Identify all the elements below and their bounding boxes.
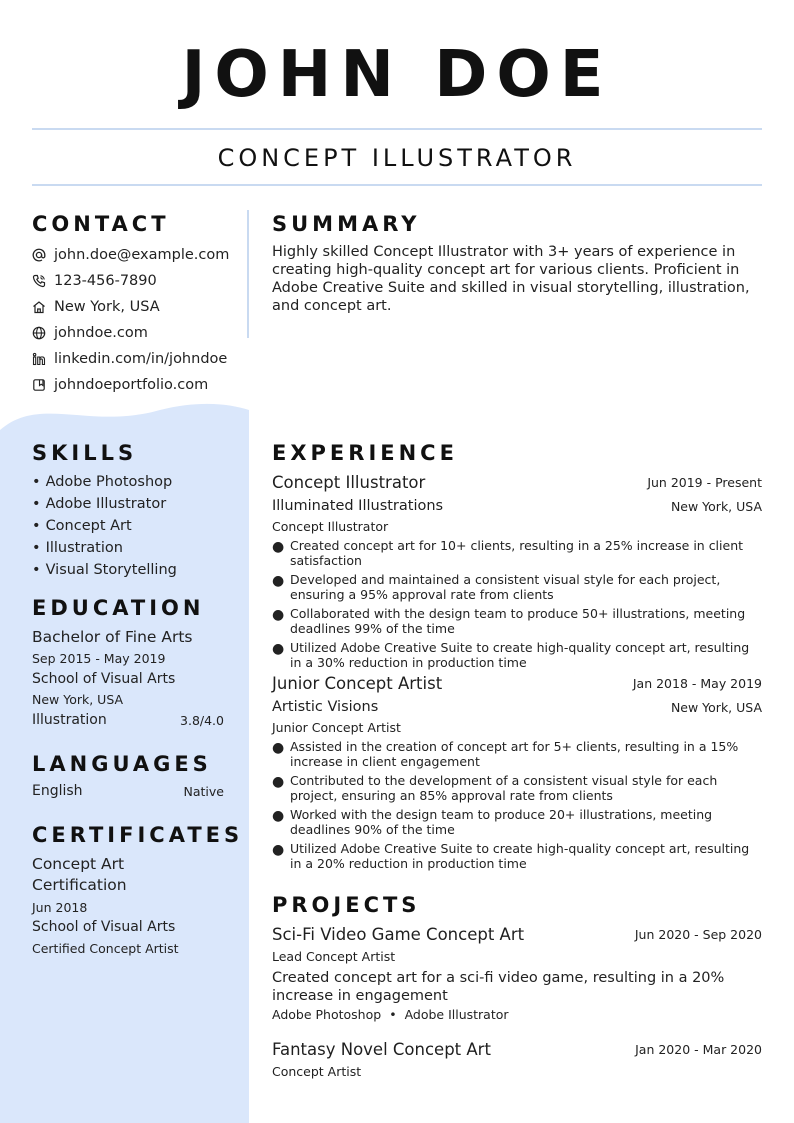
certificate-date: Jun 2018 — [32, 900, 88, 915]
education-dates: Sep 2015 - May 2019 — [32, 651, 166, 666]
job-title: CONCEPT ILLUSTRATOR — [217, 144, 577, 172]
contact-list — [32, 242, 242, 398]
job-bullets — [272, 739, 762, 875]
education-location: New York, USA — [32, 692, 124, 707]
header-divider-top — [32, 128, 762, 130]
project-tag: Adobe Illustrator — [404, 1007, 509, 1022]
list-item: ● Assisted in the creation of concept art for 5+ clients, resulting in a 15% increase in client engagement — [272, 739, 739, 769]
linkedin-icon — [32, 352, 46, 366]
bullet-icon: ● — [272, 842, 285, 858]
contact-linkedin[interactable] — [32, 346, 242, 372]
list-item: ● Developed and maintained a consistent visual style for each project, ensuring a 95% approval rate from clients — [272, 572, 721, 602]
skill-item: • Illustration — [32, 537, 242, 559]
job-role: Concept Illustrator — [272, 473, 426, 492]
contact-phone-text: 123-456-7890 — [54, 273, 157, 289]
project-dates: Jun 2020 - Sep 2020 — [634, 927, 762, 942]
projects-heading: PROJECTS — [272, 893, 421, 917]
skill-item: • Adobe Illustrator — [32, 493, 242, 515]
contact-location-text: New York, USA — [54, 299, 160, 315]
list-item: ● Worked with the design team to produce 20+ illustrations, meeting deadlines 90% of the time — [272, 807, 713, 837]
contact-phone[interactable] — [32, 268, 242, 294]
bullet-icon: ● — [272, 774, 285, 790]
contact-portfolio[interactable] — [32, 372, 242, 398]
education-gpa: 3.8/4.0 — [180, 713, 224, 728]
list-item: ● Utilized Adobe Creative Suite to create high-quality concept art, resulting in a 20% reduction in production time — [272, 841, 750, 871]
certificate-detail: Certified Concept Artist — [32, 941, 179, 956]
project-role: Lead Concept Artist — [272, 949, 396, 964]
candidate-name: JOHN DOE — [181, 38, 613, 112]
header-divider-bottom — [32, 184, 762, 186]
language-name: English — [32, 783, 83, 799]
contact-website-text: johndoe.com — [54, 325, 148, 341]
project-tags — [272, 1007, 509, 1022]
certificate-issuer: School of Visual Arts — [32, 919, 176, 935]
language-level: Native — [183, 784, 224, 799]
contact-email[interactable] — [32, 242, 242, 268]
project-dates: Jan 2020 - Mar 2020 — [635, 1042, 762, 1057]
contact-email-text: john.doe@example.com — [54, 247, 230, 263]
job-company: Artistic Visions — [272, 699, 379, 715]
project-role: Concept Artist — [272, 1064, 362, 1079]
summary-heading: SUMMARY — [272, 212, 421, 236]
languages-heading: LANGUAGES — [32, 752, 212, 776]
certificates-heading: CERTIFICATES — [32, 823, 244, 847]
home-icon — [32, 300, 46, 314]
job-location: New York, USA — [670, 700, 762, 715]
contact-linkedin-text: linkedin.com/in/johndoe — [54, 351, 228, 367]
bullet-icon: ● — [272, 573, 285, 589]
experience-heading: EXPERIENCE — [272, 441, 458, 465]
list-item: ● Contributed to the development of a consistent visual style for each project, ensuring an 85% approval rate from clients — [272, 773, 718, 803]
column-divider — [247, 210, 249, 338]
certificate-name-line1: Concept Art — [32, 855, 125, 873]
at-icon — [32, 248, 46, 262]
project-name: Sci-Fi Video Game Concept Art — [272, 925, 525, 944]
job-dates: Jan 2018 - May 2019 — [632, 676, 762, 691]
project-name: Fantasy Novel Concept Art — [272, 1040, 491, 1059]
phone-icon — [32, 274, 46, 288]
job-dates: Jun 2019 - Present — [647, 475, 762, 490]
job-subtitle: Junior Concept Artist — [272, 720, 401, 735]
list-item: ● Collaborated with the design team to produce 50+ illustrations, meeting deadlines 99% of the time — [272, 606, 746, 636]
job-role: Junior Concept Artist — [272, 674, 443, 693]
contact-heading: CONTACT — [32, 212, 170, 236]
globe-icon — [32, 326, 46, 340]
bullet-icon: ● — [272, 539, 285, 555]
job-company: Illuminated Illustrations — [272, 498, 444, 514]
certificate-name-line2: Certification — [32, 876, 127, 894]
summary-text: Highly skilled Concept Illustrator with 3+ years of experience in creating high-quality concept art for various clients. Proficient in Adobe Creative Suite and skilled in visual storytelling, illustration, and concept art. — [272, 244, 750, 314]
job-location: New York, USA — [670, 499, 762, 514]
education-field: Illustration — [32, 712, 107, 728]
project-description: Created concept art for a sci-fi video game, resulting in a 20% increase in engagement — [272, 970, 725, 1004]
bullet-icon: ● — [272, 607, 285, 623]
job-subtitle: Concept Illustrator — [272, 519, 389, 534]
skill-item: • Concept Art — [32, 515, 242, 537]
contact-location — [32, 294, 242, 320]
list-item: ● Created concept art for 10+ clients, resulting in a 25% increase in client satisfaction — [272, 538, 744, 568]
contact-website[interactable] — [32, 320, 242, 346]
job-bullets — [272, 538, 762, 674]
bullet-icon: ● — [272, 740, 285, 756]
education-heading: EDUCATION — [32, 596, 205, 620]
list-item: ● Utilized Adobe Creative Suite to create high-quality concept art, resulting in a 30% reduction in production time — [272, 640, 750, 670]
project-tag: Adobe Photoshop — [272, 1007, 382, 1022]
skills-list — [32, 471, 242, 581]
skills-heading: SKILLS — [32, 441, 138, 465]
education-school: School of Visual Arts — [32, 671, 176, 687]
skill-item: • Visual Storytelling — [32, 559, 242, 581]
skill-item: • Adobe Photoshop — [32, 471, 242, 493]
portfolio-icon — [32, 378, 46, 392]
bullet-icon: ● — [272, 808, 285, 824]
tag-separator-icon: • — [389, 1007, 397, 1022]
contact-portfolio-text: johndoeportfolio.com — [54, 377, 209, 393]
education-degree: Bachelor of Fine Arts — [32, 628, 193, 646]
bullet-icon: ● — [272, 641, 285, 657]
